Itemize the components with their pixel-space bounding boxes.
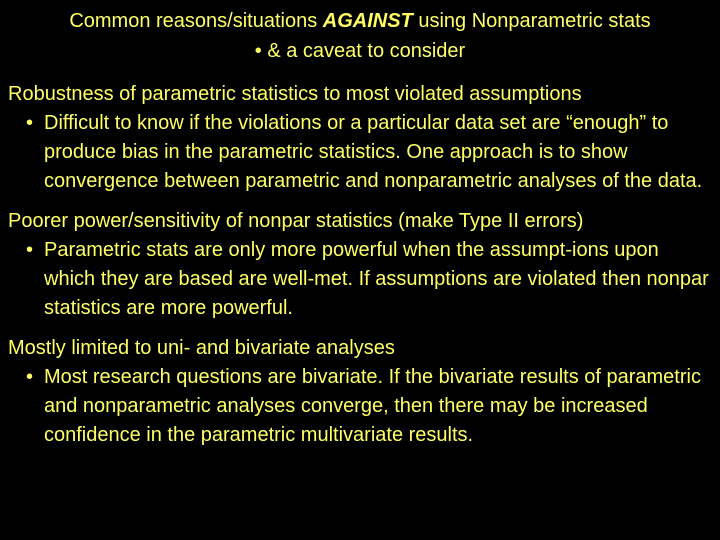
- point-detail: [26, 236, 713, 323]
- point-detail-text: Parametric stats are only more powerful when the assumpt-ions upon which they are based are well-met. If assumptions are violated then nonpar statistics are more powerful.: [44, 239, 709, 319]
- bullet-icon: •: [26, 366, 34, 388]
- bullet-icon: •: [26, 239, 34, 261]
- point-detail: [26, 109, 713, 196]
- title-emphasis: AGAINST: [322, 10, 413, 32]
- point-limited-analyses: [8, 334, 713, 450]
- bullet-icon: •: [26, 112, 34, 134]
- title-line-1: [0, 6, 720, 36]
- title-text-before: Common reasons/situations: [69, 10, 323, 32]
- point-detail-text: Difficult to know if the violations or a particular data set are “enough” to produce bias in the parametric statistics. One approach is to show convergence between parametric and nonparametric analyses of the data.: [44, 112, 703, 192]
- point-heading: Robustness of parametric statistics to most violated assumptions: [8, 83, 582, 105]
- slide-body: [8, 80, 713, 461]
- slide-title: [0, 6, 720, 66]
- point-heading: Poorer power/sensitivity of nonpar statistics (make Type II errors): [8, 210, 584, 232]
- point-heading: Mostly limited to uni- and bivariate analyses: [8, 337, 395, 359]
- point-detail-text: Most research questions are bivariate. If the bivariate results of parametric and nonparametric analyses converge, then there may be increased confidence in the parametric multivariate results.: [44, 366, 701, 446]
- title-text-after: using Nonparametric stats: [412, 10, 651, 32]
- point-power: [8, 207, 713, 323]
- title-line-2: • & a caveat to consider: [254, 40, 466, 62]
- point-detail: [26, 363, 713, 450]
- point-robustness: [8, 80, 713, 196]
